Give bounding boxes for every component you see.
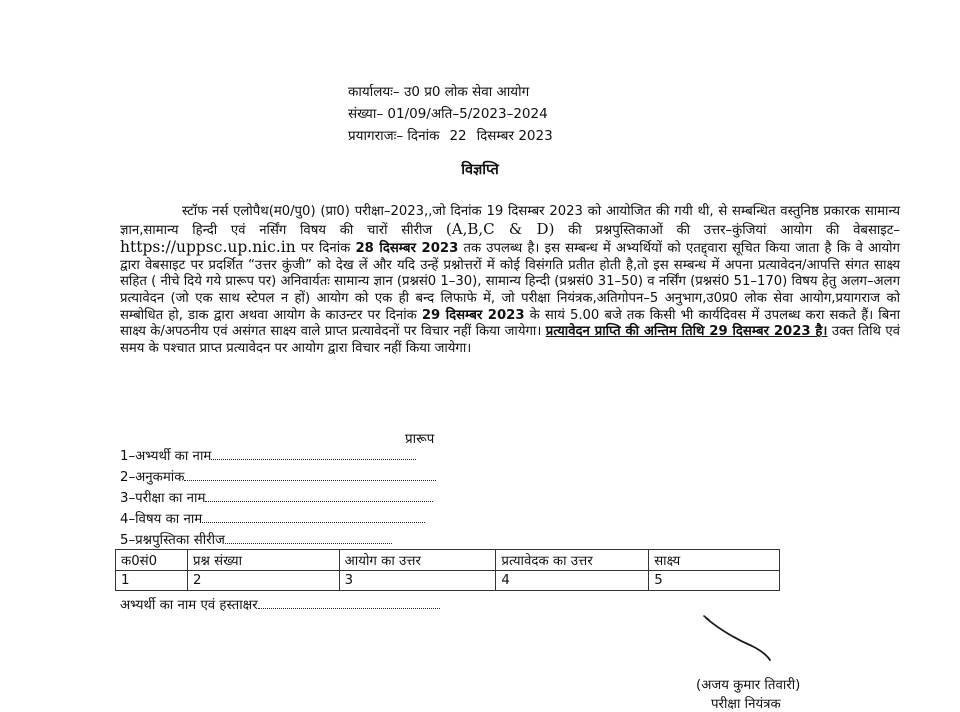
office-line: कार्यालयः– उ0 प्र0 लोक सेवा आयोग (348, 84, 530, 100)
field-booklet-series (120, 530, 392, 548)
signatory-designation: परीक्षा नियंत्रक (711, 697, 781, 712)
notice-title: विज्ञप्ति (461, 162, 499, 178)
website-url[interactable]: https://uppsc.up.nic.in (120, 238, 296, 257)
field-exam-name (120, 488, 433, 506)
fill-line (202, 510, 425, 523)
field-candidate-name (120, 446, 416, 464)
date-day: 22 (449, 128, 467, 144)
fill-line (205, 489, 433, 502)
date-answer-key: 28 दिसम्बर 2023 (355, 241, 459, 257)
place-date-line (348, 126, 553, 144)
body-part-6: उक्त तिथि एवं समय के पश्चात प्राप्त प्रत्यावेदन पर आयोग द्वारा विचार नहीं किया जायेगा। (120, 324, 901, 356)
fill-line (225, 531, 392, 544)
table-header-cell: क0सं0 (116, 550, 188, 571)
body-part-1: स्टॉफ नर्स एलोपैथ(म0/पु0) (प्रा0) परीक्षा–2023,,जो दिनांक 19 दिसम्बर 2023 को आयोजित की गयी थी, से सम्बन्धित वस्तुनिष्ठ प्रकारक सामान्य ज्ञान,सामान्य हिन्दी एवं नर्सिंग विषय की चारों सीरीज (120, 204, 900, 238)
signature-mark (700, 612, 780, 662)
candidate-signature-line (120, 595, 440, 613)
series-list: (A,B,C & D) (445, 219, 555, 238)
place-label: प्रयागराजः– दिनांक (348, 128, 440, 144)
field-label: 1–अभ्यर्थी का नाम (120, 449, 212, 464)
field-label: 2–अनुकमांक (120, 470, 185, 485)
body-part-5: के सायं 5.00 बजे तक किसी भी कार्यदिवस में उपलब्ध करा सकते हैं। बिना साक्ष्य के/अपठनीय एवं असंगत साक्ष्य वाले प्राप्त प्रत्यावेदनों पर विचार नहीं किया जायेगा। (120, 307, 900, 340)
table-cell: 1 (116, 571, 188, 591)
table-cell: 3 (339, 571, 496, 591)
field-roll-number (120, 467, 436, 485)
fill-line (184, 468, 436, 481)
format-heading: प्रारूप (405, 431, 435, 447)
body-part-4: तक उपलब्ध है। इस सम्बन्ध में अभ्यर्थियों को एतद्द्वारा सूचित किया जाता है कि वे आयोग द्वारा वेबसाइट पर प्रदर्शित “उत्तर कुंजी” को देख लें और यदि उन्हें प्रश्नोत्तरों में कोई विसंगति प्रतीत होती है,तो इस सम्बन्ध में अपना प्रत्यावेदन/आपत्ति संगत साक्ष्य सहित ( नीचे दिये गये प्रारूप पर) अनिवार्यतः सामान्य ज्ञान (प्रश्नसं0 1–30), सामान्य हिन्दी (प्रश्नसं0 31–50) व नर्सिंग (प्रश्नसं0 51–170) विषय हेतु अलग–अलग प्रत्यावेदन (जो एक साथ स्टेपल न हों) आयोग को एक ही बन्द लिफाफे में, जो परीक्षा नियंत्रक,अतिगोपन–5 अनुभाग,उ0प्र0 लोक सेवा आयोग,प्रयागराज को सम्बोधित हो, डाक द्वारा अथवा आयोग के काउन्टर पर दिनांक (120, 241, 900, 323)
table-header-cell: प्रश्न संख्या (187, 550, 339, 571)
field-label: 4–विषय का नाम (120, 512, 203, 527)
table-cell: 5 (649, 571, 780, 591)
representation-table (115, 549, 780, 591)
date-counter: 29 दिसम्बर 2023 (421, 307, 525, 323)
table-header-row (116, 550, 780, 571)
table-header-cell: प्रत्यावेदक का उत्तर (496, 550, 649, 571)
field-label: अभ्यर्थी का नाम एवं हस्ताक्षर (120, 598, 258, 613)
signatory-name: (अजय कुमार तिवारी) (696, 678, 801, 693)
field-subject-name (120, 509, 425, 527)
body-part-3: पर दिनांक (295, 241, 356, 257)
fill-line (258, 596, 440, 609)
body-part-2: की प्रश्नपुस्तिकाओं की उत्तर–कुंजियां आयोग की वेबसाइट– (554, 222, 901, 238)
reference-number: संख्या– 01/09/अति–5/2023–2024 (348, 106, 548, 122)
field-label: 3–परीक्षा का नाम (120, 491, 206, 506)
table-row (116, 571, 780, 591)
table-header-cell: आयोग का उत्तर (339, 550, 496, 571)
table-cell: 2 (187, 571, 339, 591)
date-month-year: दिसम्बर 2023 (476, 128, 553, 144)
field-label: 5–प्रश्नपुस्तिका सीरीज (120, 533, 225, 548)
table-header-cell: साक्ष्य (649, 550, 780, 571)
notice-body (120, 204, 900, 357)
table-cell: 4 (496, 571, 649, 591)
fill-line (211, 447, 416, 460)
deadline-statement: प्रत्यावेदन प्राप्ति की अन्तिम तिथि 29 दिसम्बर 2023 है। (545, 324, 828, 340)
